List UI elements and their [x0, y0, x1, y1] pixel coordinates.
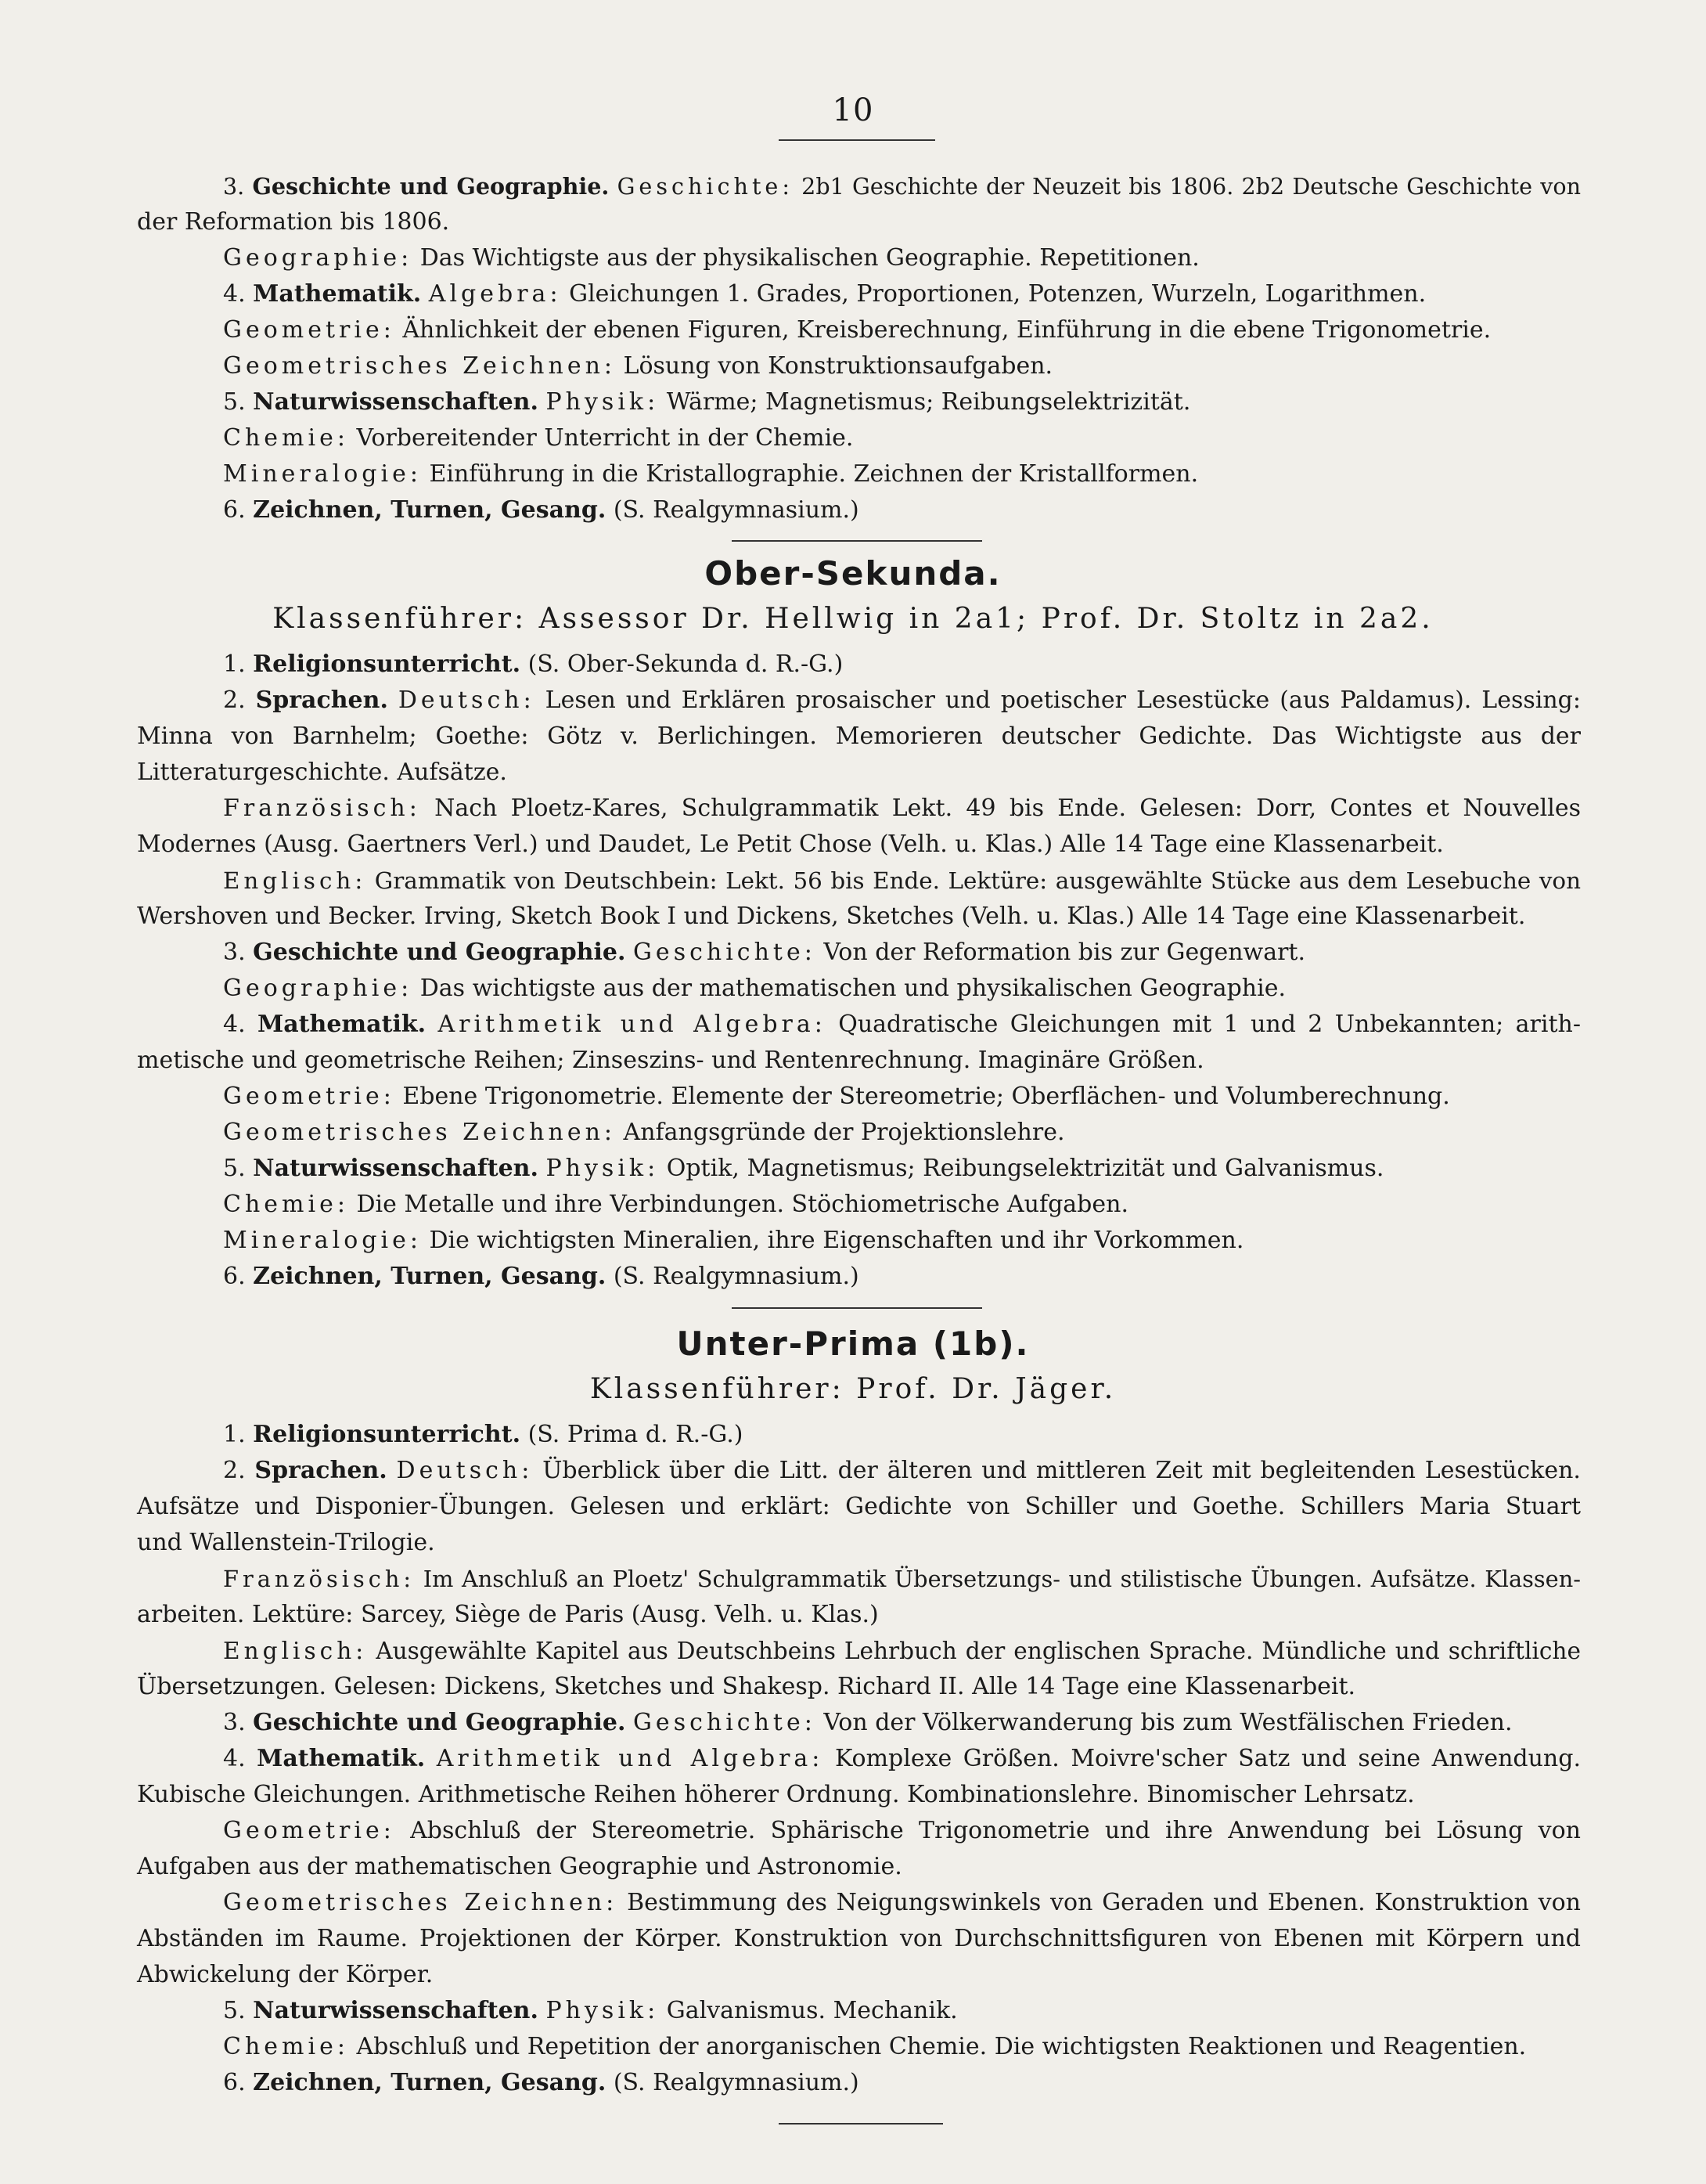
text-line: Aufgaben aus der mathematischen Geographie und Astronomie.: [137, 1853, 902, 1880]
text-line: der Reformation bis 1806.: [137, 208, 450, 236]
text-line: 3. Geschichte und Geographie. Geschichte: Von der Völkerwanderung bis zum Westfälischen Frieden.: [223, 1709, 1513, 1736]
section-divider: [732, 1307, 982, 1309]
text-line: Geometrisches Zeichnen: Anfangsgründe der Projektionslehre.: [223, 1119, 1065, 1146]
text-line: Kubische Gleichungen. Arithmetische Reihen höherer Ordnung. Kombinationslehre. Binomischer Lehrsatz.: [137, 1781, 1415, 1808]
text-line: Wershoven und Becker. Irving, Sketch Book I und Dickens, Sketches (Velh. u. Klas.) Alle 14 Tage eine Klassenarbeit.: [137, 903, 1526, 930]
text-line: Abständen im Raume. Projektionen der Körper. Konstruktion von Durchschnittsfiguren von Ebenen mit Körpern und: [137, 1925, 1581, 1952]
text-line: Geometrisches Zeichnen: Bestimmung des Neigungswinkels von Geraden und Ebenen. Konstruktion von: [223, 1889, 1581, 1916]
text-line: Übersetzungen. Gelesen: Dickens, Sketches und Shakesp. Richard II. Alle 14 Tage eine Klassenarbeit.: [137, 1673, 1356, 1700]
text-line: 3. Geschichte und Geographie. Geschichte: 2b1 Geschichte der Neuzeit bis 1806. 2b2 Deutsche Geschichte von: [223, 173, 1581, 200]
text-line: Englisch: Ausgewählte Kapitel aus Deutschbeins Lehrbuch der englischen Sprache. Mündliche und schriftliche: [223, 1638, 1581, 1664]
text-line: Mineralogie: Die wichtigsten Mineralien, ihre Eigenschaften und ihr Vorkommen.: [223, 1227, 1244, 1254]
text-line: Französisch: Im Anschluß an Ploetz' Schulgrammatik Übersetzungs- und stilistische Übungen. Aufsätze. Klassen-: [223, 1566, 1581, 1592]
text-line: 4. Mathematik. Arithmetik und Algebra: Komplexe Größen. Moivre'scher Satz und seine Anwendung.: [223, 1745, 1581, 1772]
text-line: Geometrie: Ebene Trigonometrie. Elemente der Stereometrie; Oberflächen- und Volumberechnung.: [223, 1083, 1450, 1110]
text-line: Geographie: Das Wichtigste aus der physikalischen Geographie. Repetitionen.: [223, 244, 1200, 272]
text-line: 1. Religionsunterricht. (S. Ober-Sekunda d. R.-G.): [223, 651, 844, 678]
text-line: Litteraturgeschichte. Aufsätze.: [137, 759, 507, 786]
text-line: 3. Geschichte und Geographie. Geschichte: Von der Reformation bis zur Gegenwart.: [223, 939, 1306, 966]
class-leader-line: Klassenführer: Prof. Dr. Jäger.: [589, 1373, 1117, 1405]
top-rule: [779, 139, 935, 141]
text-line: Englisch: Grammatik von Deutschbein: Lekt. 56 bis Ende. Lektüre: ausgewählte Stücke aus dem Lesebuche von: [223, 867, 1581, 894]
bottom-rule: [779, 2123, 943, 2125]
section-heading-ober-sekunda: Ober-Sekunda.: [704, 554, 1002, 593]
page-number: 10: [832, 92, 874, 128]
text-line: 5. Naturwissenschaften. Physik: Wärme; Magnetismus; Reibungselektrizität.: [223, 388, 1191, 416]
section-heading-unter-prima: Unter-Prima (1b).: [676, 1324, 1030, 1363]
text-line: 4. Mathematik. Algebra: Gleichungen 1. Grades, Proportionen, Potenzen, Wurzeln, Logarithmen.: [223, 280, 1427, 308]
text-line: Modernes (Ausg. Gaertners Verl.) und Daudet, Le Petit Chose (Velh. u. Klas.) Alle 14 Tage eine Klassenarbeit.: [137, 831, 1444, 858]
text-line: Geometrie: Ähnlichkeit der ebenen Figuren, Kreisberechnung, Einführung in die ebene Trigonometrie.: [223, 316, 1492, 344]
section-divider: [732, 540, 982, 542]
text-line: Französisch: Nach Ploetz-Kares, Schulgrammatik Lekt. 49 bis Ende. Gelesen: Dorr, Contes et Nouvelles: [223, 795, 1581, 822]
text-line: arbeiten. Lektüre: Sarcey, Siège de Paris (Ausg. Velh. u. Klas.): [137, 1601, 879, 1628]
text-line: 2. Sprachen. Deutsch: Lesen und Erklären prosaischer und poetischer Lesestücke (aus Paldamus). Lessing:: [223, 687, 1581, 714]
text-line: Geometrisches Zeichnen: Lösung von Konstruktionsaufgaben.: [223, 352, 1053, 380]
class-leader-line: Klassenführer: Assessor Dr. Hellwig in 2a1; Prof. Dr. Stoltz in 2a2.: [272, 603, 1434, 635]
text-line: und Wallenstein-Trilogie.: [137, 1529, 435, 1556]
text-line: 6. Zeichnen, Turnen, Gesang. (S. Realgymnasium.): [223, 1263, 859, 1290]
text-line: 1. Religionsunterricht. (S. Prima d. R.-G.): [223, 1421, 743, 1448]
text-line: 6. Zeichnen, Turnen, Gesang. (S. Realgymnasium.): [223, 496, 859, 524]
text-line: Mineralogie: Einführung in die Kristallographie. Zeichnen der Kristallformen.: [223, 460, 1199, 488]
text-line: Geographie: Das wichtigste aus der mathematischen und physikalischen Geographie.: [223, 975, 1287, 1002]
text-line: Chemie: Abschluß und Repetition der anorganischen Chemie. Die wichtigsten Reaktionen und Reagentien.: [223, 2033, 1527, 2060]
text-line: Geometrie: Abschluß der Stereometrie. Sphärische Trigonometrie und ihre Anwendung bei Lösung von: [223, 1817, 1581, 1844]
text-line: 2. Sprachen. Deutsch: Überblick über die Litt. der älteren und mittleren Zeit mit begleitenden Lesestücken.: [223, 1457, 1581, 1484]
text-line: 4. Mathematik. Arithmetik und Algebra: Quadratische Gleichungen mit 1 und 2 Unbekannten; arith-: [223, 1011, 1582, 1038]
text-line: Chemie: Die Metalle und ihre Verbindungen. Stöchiometrische Aufgaben.: [223, 1191, 1129, 1218]
text-line: metische und geometrische Reihen; Zinseszins- und Rentenrechnung. Imaginäre Größen.: [137, 1047, 1204, 1074]
text-line: Minna von Barnhelm; Goethe: Götz v. Berlichingen. Memorieren deutscher Gedichte. Das Wichtigste aus der: [137, 723, 1581, 750]
text-line: 5. Naturwissenschaften. Physik: Optik, Magnetismus; Reibungselektrizität und Galvanismus.: [223, 1155, 1384, 1182]
text-line: Aufsätze und Disponier-Übungen. Gelesen und erklärt: Gedichte von Schiller und Goethe. Schillers Maria Stuart: [137, 1493, 1581, 1520]
text-line: Chemie: Vorbereitender Unterricht in der Chemie.: [223, 424, 854, 452]
text-line: 6. Zeichnen, Turnen, Gesang. (S. Realgymnasium.): [223, 2069, 859, 2096]
text-line: Abwickelung der Körper.: [137, 1961, 434, 1988]
text-line: 5. Naturwissenschaften. Physik: Galvanismus. Mechanik.: [223, 1997, 958, 2024]
